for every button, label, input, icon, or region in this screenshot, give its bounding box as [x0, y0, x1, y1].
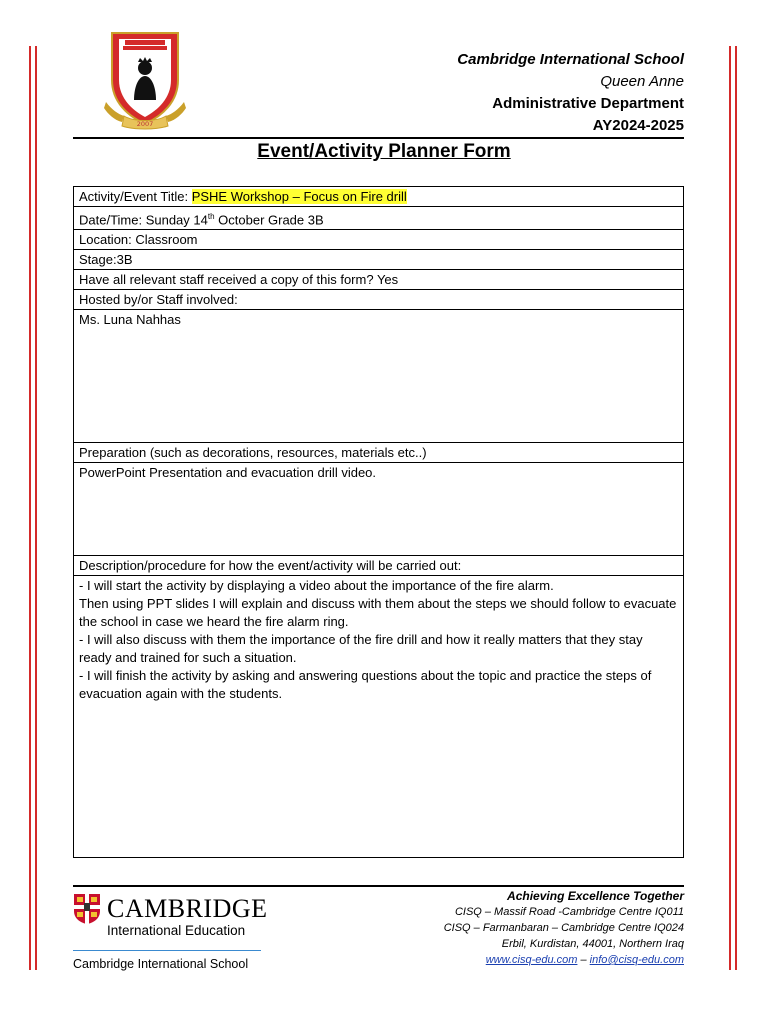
cambridge-school-name: Cambridge International School — [73, 957, 249, 971]
hosted-label: Hosted by/or Staff involved: — [74, 290, 684, 310]
row-date-time — [74, 207, 684, 230]
cambridge-shield-icon — [73, 893, 101, 925]
header-divider — [73, 137, 684, 139]
description-line: Then using PPT slides I will explain and discuss with them about the steps we should follow to evacuate the school in case we heard the fire alarm ring. — [79, 596, 677, 630]
row-prep-label — [74, 443, 684, 463]
hosted-value: Ms. Luna Nahhas — [74, 310, 684, 443]
department-name: Administrative Department — [492, 95, 684, 112]
footer-address-3: Erbil, Kurdistan, 44001, Northern Iraq — [501, 938, 684, 950]
school-crest-logo — [104, 30, 186, 130]
footer-address-2: CISQ – Farmanbaran – Cambridge Centre IQ024 — [443, 922, 684, 934]
academic-year: AY2024-2025 — [592, 117, 684, 134]
footer-address-1: CISQ – Massif Road -Cambridge Centre IQ011 — [454, 906, 684, 918]
footer-links — [444, 952, 684, 968]
crest-year: 2007 — [136, 120, 154, 128]
row-hosted-label — [74, 290, 684, 310]
staff-copy-text: Have all relevant staff received a copy of this form? Yes — [74, 270, 684, 290]
row-staff-copy — [74, 270, 684, 290]
cambridge-subtitle: International Education — [107, 923, 246, 938]
activity-title-label: Activity/Event Title: — [79, 189, 192, 204]
row-location — [74, 230, 684, 250]
cambridge-logo-rule — [73, 950, 261, 951]
school-name: Cambridge International School — [457, 51, 684, 68]
preparation-label: Preparation (such as decorations, resources, materials etc..) — [74, 443, 684, 463]
email-link[interactable]: info@cisq-edu.com — [589, 954, 684, 966]
form-title: Event/Activity Planner Form — [257, 141, 511, 162]
description-line: - I will start the activity by displaying a video about the importance of the fire alarm. — [79, 578, 554, 594]
footer-link-separator: – — [577, 954, 590, 966]
row-stage — [74, 250, 684, 270]
right-border-line — [735, 46, 737, 970]
website-link[interactable]: www.cisq-edu.com — [485, 954, 578, 966]
location-text: Location: Classroom — [74, 230, 684, 250]
left-border-line — [29, 46, 31, 970]
row-desc-label — [74, 556, 684, 576]
activity-title-value: PSHE Workshop – Focus on Fire drill — [191, 189, 407, 204]
planner-form-table — [73, 186, 684, 858]
branch-name: Queen Anne — [600, 73, 684, 90]
cambridge-logo-block — [73, 893, 273, 971]
description-line: - I will finish the activity by asking and answering questions about the topic and practice the steps of evacuation again with the students. — [79, 668, 652, 702]
stage-text: Stage:3B — [74, 250, 684, 270]
date-suffix: October Grade 3B — [214, 212, 324, 228]
footer-tagline: Achieving Excellence Together — [507, 889, 684, 903]
row-hosted-value — [74, 310, 684, 443]
description-value — [74, 576, 684, 858]
cambridge-wordmark: CAMBRIDGE — [107, 894, 268, 923]
left-border-line-inner — [35, 46, 37, 970]
date-prefix: Date/Time: Sunday 14 — [79, 212, 208, 228]
school-header — [457, 49, 684, 137]
footer-contact — [444, 888, 684, 968]
row-activity-title — [74, 187, 684, 207]
description-label: Description/procedure for how the event/activity will be carried out: — [74, 556, 684, 576]
date-ordinal: th — [207, 212, 215, 221]
description-line: - I will also discuss with them the importance of the fire drill and how it really matters that they stay ready and trained for such a situation. — [79, 632, 643, 666]
row-prep-value — [74, 463, 684, 556]
row-desc-value — [74, 576, 684, 858]
footer-divider — [73, 885, 684, 887]
preparation-value: PowerPoint Presentation and evacuation drill video. — [74, 463, 684, 556]
right-border-line-inner — [729, 46, 731, 970]
